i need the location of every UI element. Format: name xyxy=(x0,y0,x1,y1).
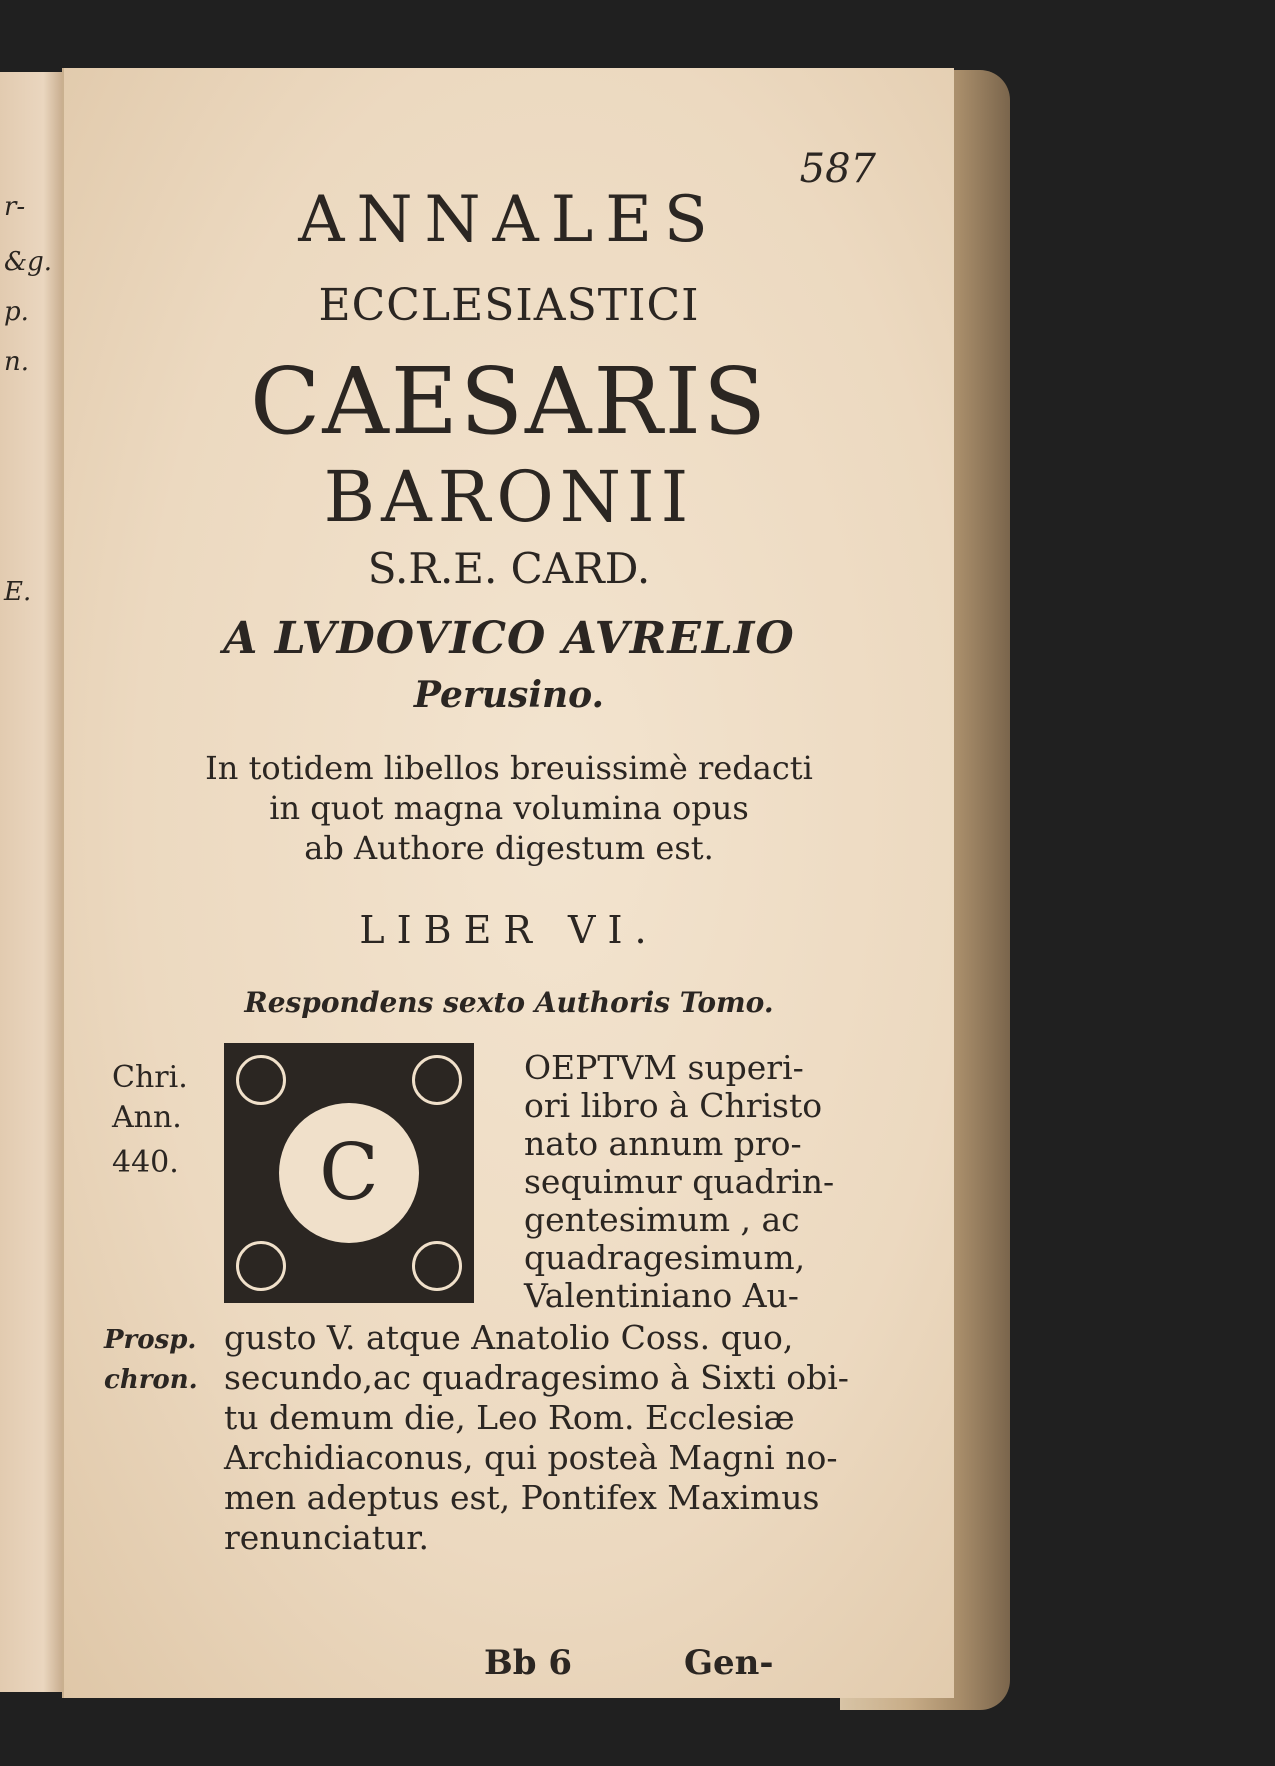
body-line: OEPTVM superi- xyxy=(524,1048,804,1087)
author-line: A LVDOVICO AVRELIO xyxy=(223,613,795,664)
ornament-icon xyxy=(412,1241,462,1291)
body-line: nato annum pro- xyxy=(524,1124,802,1163)
margin-chri: Chri. xyxy=(112,1060,188,1095)
title-annales: ANNALES xyxy=(298,183,720,257)
body-line: quadragesimum, xyxy=(524,1238,806,1277)
left-fragment-4: n. xyxy=(4,347,30,377)
page-number: 587 xyxy=(799,146,876,192)
description-line-2: in quot magna volumina opus xyxy=(269,789,749,827)
margin-prosp: Prosp. xyxy=(104,1325,197,1355)
body-line: Archidiaconus, qui posteà Magni no- xyxy=(224,1438,838,1477)
author-origin: Perusino. xyxy=(413,674,605,716)
left-fragment-5: E. xyxy=(4,577,32,607)
body-line: men adeptus est, Pontifex Maximus xyxy=(224,1478,820,1517)
initial-letter: C xyxy=(279,1103,419,1243)
respondens-line: Respondens sexto Authoris Tomo. xyxy=(244,986,774,1019)
left-fragment-1: r- xyxy=(4,192,26,222)
description-line-1: In totidem libellos breuissimè redacti xyxy=(205,749,813,787)
margin-ann: Ann. xyxy=(112,1100,182,1135)
body-line: tu demum die, Leo Rom. Ecclesiæ xyxy=(224,1398,795,1437)
left-fragment-2: &g. xyxy=(4,247,53,277)
ornament-icon xyxy=(236,1241,286,1291)
body-line: sequimur quadrin- xyxy=(524,1162,835,1201)
liber-heading: LIBER VI. xyxy=(359,908,659,952)
body-line: gentesimum , ac xyxy=(524,1200,800,1239)
body-line: secundo,ac quadragesimo à Sixti obi- xyxy=(224,1358,849,1397)
left-fragment-3: p. xyxy=(4,297,29,327)
book-page xyxy=(62,68,954,1698)
body-line: Valentiniano Au- xyxy=(524,1276,799,1315)
description xyxy=(64,748,954,868)
description-line-3: ab Authore digestum est. xyxy=(304,829,714,867)
body-line: ori libro à Christo xyxy=(524,1086,823,1125)
title-caesaris: CAESARIS xyxy=(249,348,769,455)
body-line: renunciatur. xyxy=(224,1518,429,1557)
title-card: S.R.E. CARD. xyxy=(367,544,651,593)
left-page-fragment xyxy=(0,72,62,1692)
body-line: gusto V. atque Anatolio Coss. quo, xyxy=(224,1318,794,1357)
ornament-icon xyxy=(236,1055,286,1105)
ornament-icon xyxy=(412,1055,462,1105)
decorated-initial xyxy=(224,1043,474,1303)
title-baronii: BARONII xyxy=(323,456,695,538)
title-ecclesiastici: ECCLESIASTICI xyxy=(318,280,700,331)
margin-chron: chron. xyxy=(104,1365,198,1395)
catchword: Gen- xyxy=(684,1643,774,1683)
signature-mark: Bb 6 xyxy=(484,1643,573,1683)
margin-year: 440. xyxy=(112,1145,179,1180)
